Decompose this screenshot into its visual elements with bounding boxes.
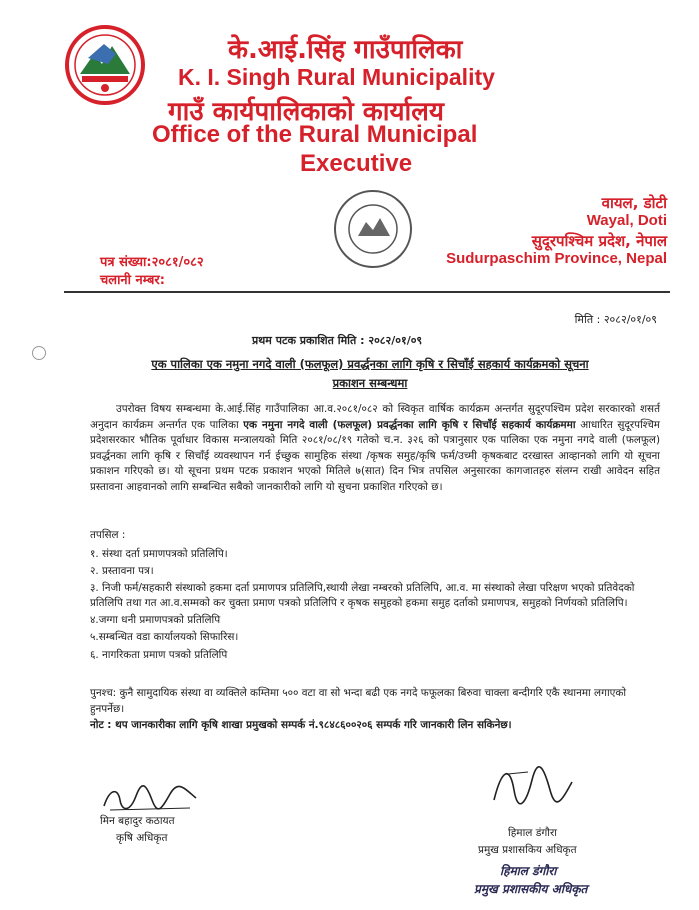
letter-number: पत्र संख्या:२०८१/०८२ bbox=[100, 255, 204, 270]
signature-right-icon bbox=[488, 760, 578, 810]
body-part-1: उपरोक्त विषय सम्बन्धमा के.आई.सिंह गाउँपालिका आ.व.२०८१/०८२ को स्विकृत वार्षिक कार्यक्रम अन्तर्गत सुदूरपश्चिम प्रदेश सरकारको शसर्त अनुदान कार्यक्रम अन्तर्गत एक पालिका bbox=[90, 403, 660, 431]
header-title-english: K. I. Singh Rural Municipality bbox=[178, 64, 495, 90]
postscript: पुनश्च: कुनै सामुदायिक संस्था वा व्यक्तिले कम्तिमा ५०० वटा वा सो भन्दा बढी एक नगदे फफूलका बिरुवा चाक्ला बन्दीगरि एकै स्थानमा लगाएको हुनपर्नेछ। bbox=[90, 687, 627, 715]
header-divider bbox=[64, 291, 670, 293]
address-nepali-1: वायल, डोटी bbox=[601, 194, 667, 212]
notice-date: मिति : २०८२/०१/०९ bbox=[574, 313, 657, 326]
list-item: १. संस्था दर्ता प्रमाणपत्रको प्रतिलिपि। bbox=[90, 548, 228, 560]
tapsil-label: तपसिल : bbox=[90, 529, 126, 541]
first-published-date: प्रथम पटक प्रकाशित मिति : २०८२/०१/०९ bbox=[252, 334, 423, 347]
office-seal-icon bbox=[332, 188, 414, 270]
role-stamp: प्रमुख प्रशासकीय अधिकृत bbox=[474, 882, 588, 896]
notice-body bbox=[90, 402, 660, 495]
name-stamp: हिमाल डंगौरा bbox=[500, 864, 557, 878]
contact-note: नोट : थप जानकारीका लागि कृषि शाखा प्रमुखको सम्पर्क नं.९८४८६००२०६ सम्पर्क गरि जानकारी लिन सकिनेछ। bbox=[90, 719, 512, 731]
header-office-nepali: गाउँ कार्यपालिकाको कार्यालय bbox=[168, 97, 444, 127]
left-signatory-name: मिन बहादुर कठायत bbox=[100, 815, 175, 827]
dispatch-number: चलानी नम्बर: bbox=[100, 273, 165, 288]
body-part-2: आधारित सुदूरपश्चिम प्रदेशसरकार भौतिक पूर्वाधार विकास मन्त्रालयको मिति २०८१/०८/१९ गतेको च.न. ३२६ को पत्रानुसार एक पालिका एक नमुना नगदे वाली (फलफूल) प्रवर्द्धनका लागि कृषि र सिचाँई व्यवस्थापन गर्न ईच्छुक सामुहिक संस्था /कृषक समुह/कृषि फर्म/उच्मी कृषकबाट दरखास्त आव्हानको लागि यो सूचना प्रकाशन गरिएको छ। यो सूचना प्रथम पटक प्रकाशन भएको मितिले ७(सात) दिन भित्र तपसिल अनुसारका कागजातहरु संलग्न राखी आवेदन सहित प्रस्तावना आहवानको लागि सम्बन्धित सबैको जानकारीको लागि यो सुचना प्रकाशित गरिएको छ। bbox=[90, 418, 661, 493]
address-english-2: Sudurpaschim Province, Nepal bbox=[446, 250, 667, 267]
address-nepali-2: सुदूरपश्चिम प्रदेश, नेपाल bbox=[531, 232, 667, 250]
right-signatory-role: प्रमुख प्रशासकिय अधिकृत bbox=[478, 844, 577, 856]
address-english-1: Wayal, Doti bbox=[586, 212, 667, 229]
list-item: ३. निजी फर्म/सहकारी संस्थाको हकमा दर्ता प्रमाणपत्र प्रतिलिपि,स्थायी लेखा नम्बरको प्रतिलिपि, आ.व. मा संस्थाको लेखा परिक्षण भएको प्रतिवेदको प्रतिलिपि तथा गत आ.व.सम्मको कर चुक्ता प्रमाण पत्रको प्रतिलिपि र कृषक समुहको हकमा समुह दर्ताको प्रमाणपत्र, समुहको निर्णयको प्रतिलिपि। bbox=[90, 581, 635, 610]
punch-hole bbox=[32, 346, 46, 360]
body-bold-program: एक नमुना नगदे वाली (फलफूल) प्रवर्द्धनका लागि कृषि र सिचाँई सहकार्य कार्यक्रममा bbox=[243, 418, 576, 431]
subject-line-1: एक पालिका एक नमुना नगदे वाली (फलफूल) प्रवर्द्धनका लागि कृषि र सिचाँई सहकार्य कार्यक्रमको सूचना bbox=[151, 357, 589, 371]
signature-left-icon bbox=[100, 778, 200, 818]
list-item: २. प्रस्तावना पत्र। bbox=[90, 565, 154, 578]
notice-subject bbox=[100, 355, 640, 393]
subject-line-2: प्रकाशन सम्बन्धमा bbox=[332, 376, 408, 390]
municipality-logo-icon bbox=[64, 24, 146, 106]
list-item: ६. नागरिकता प्रमाण पत्रको प्रतिलिपि bbox=[90, 648, 228, 661]
list-item: ५.सम्बन्धित वडा कार्यालयको सिफारिस। bbox=[90, 631, 239, 644]
left-signatory-role: कृषि अधिकृत bbox=[116, 832, 168, 844]
header-office-english-line1: Office of the Rural Municipal bbox=[152, 121, 478, 148]
header-title-nepali: के.आई.सिंह गाउँपालिका bbox=[228, 35, 463, 65]
header-office-english-line2: Executive bbox=[300, 150, 413, 177]
right-signatory-name: हिमाल डंगौरा bbox=[508, 827, 558, 839]
list-item: ४.जग्गा धनी प्रमाणपत्रको प्रतिलिपि bbox=[90, 613, 221, 626]
requirements-list bbox=[90, 546, 660, 664]
